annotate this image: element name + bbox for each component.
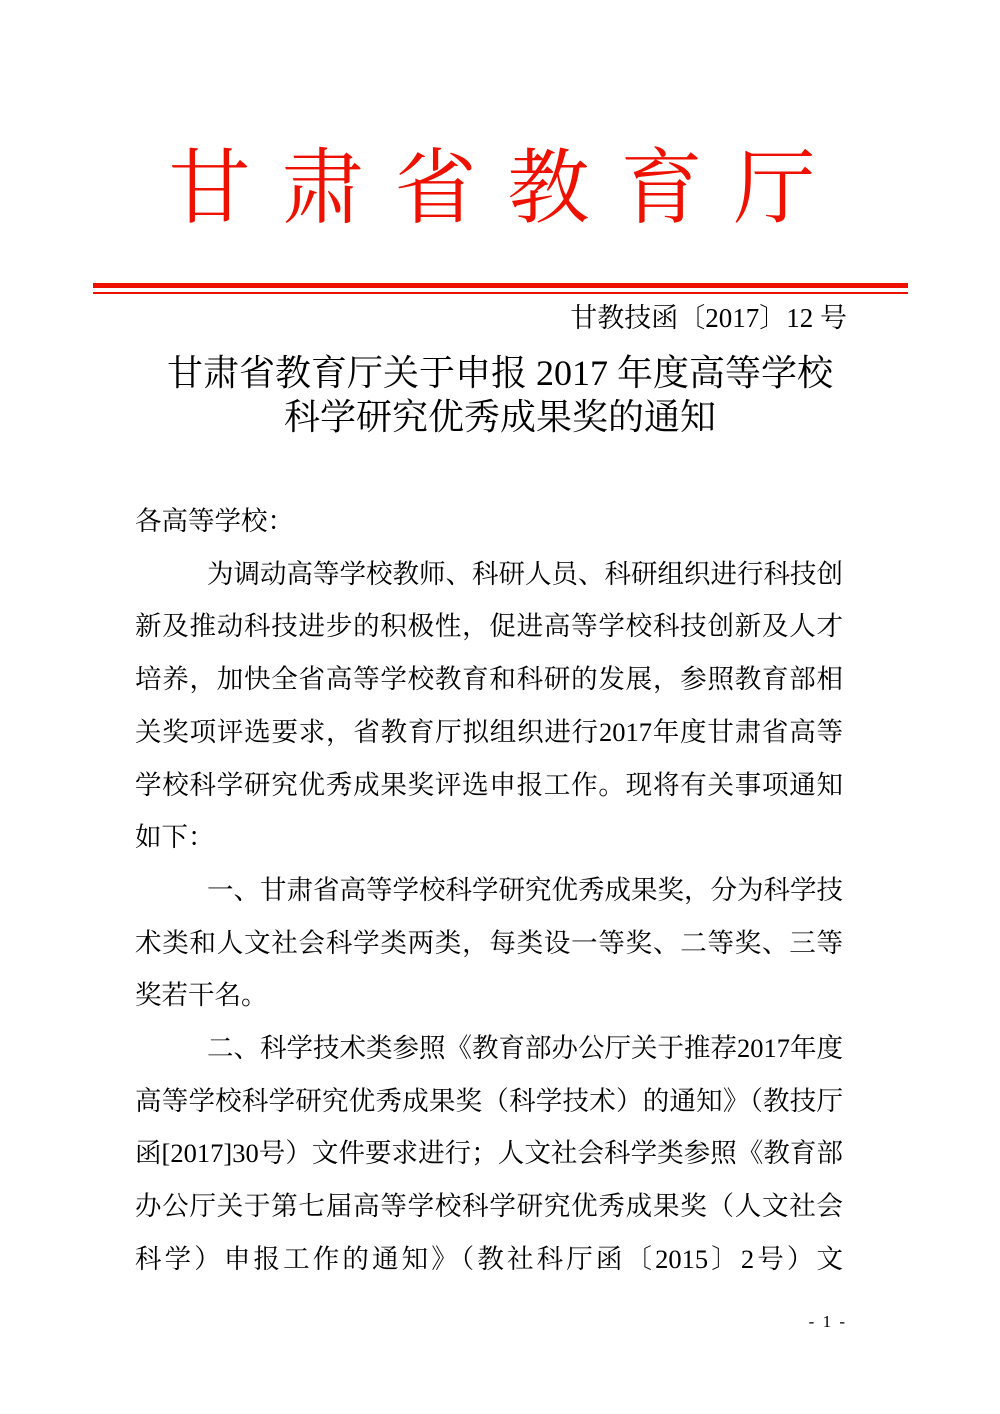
agency-letterhead: 甘肃省教育厅 bbox=[168, 143, 847, 234]
body-paragraph-3: 二、科学技术类参照《教育部办公厅关于推荐2017年度高等学校科学研究优秀成果奖（科学技术）的通知》（教技厅函[2017]30号）文件要求进行；人文社会科学类参照《教育部办公厅关于第七届高等学校科学研究优秀成果奖（人文社会科学）申报工作的通知》（教社科厅函〔2015〕2号）文 bbox=[135, 1033, 843, 1274]
notice-title-line-1: 甘肃省教育厅关于申报 2017 年度高等学校 bbox=[166, 353, 833, 393]
notice-body bbox=[135, 495, 843, 1286]
divider-thin-line bbox=[93, 292, 908, 294]
notice-title-line-2: 科学研究优秀成果奖的通知 bbox=[283, 397, 716, 437]
body-paragraph-1: 为调动高等学校教师、科研人员、科研组织进行科技创新及推动科技进步的积极性，促进高等学校科技创新及人才培养，加快全省高等学校教育和科研的发展，参照教育部相关奖项评选要求，省教育厅拟组织进行2017年度甘肃省高等学校科学研究优秀成果奖评选申报工作。现将有关事项通知如下： bbox=[135, 558, 843, 853]
page-number: - 1 - bbox=[808, 1312, 847, 1331]
divider-thick-line bbox=[93, 283, 908, 288]
salutation: 各高等学校： bbox=[135, 506, 294, 536]
body-paragraph-2: 一、甘肃省高等学校科学研究优秀成果奖，分为科学技术类和人文社会科学类两类，每类设一等奖、二等奖、三等奖若干名。 bbox=[135, 874, 843, 1011]
notice-title bbox=[0, 351, 1000, 439]
document-reference-number: 甘教技函〔2017〕12 号 bbox=[570, 303, 847, 333]
letterhead-divider bbox=[93, 283, 908, 294]
